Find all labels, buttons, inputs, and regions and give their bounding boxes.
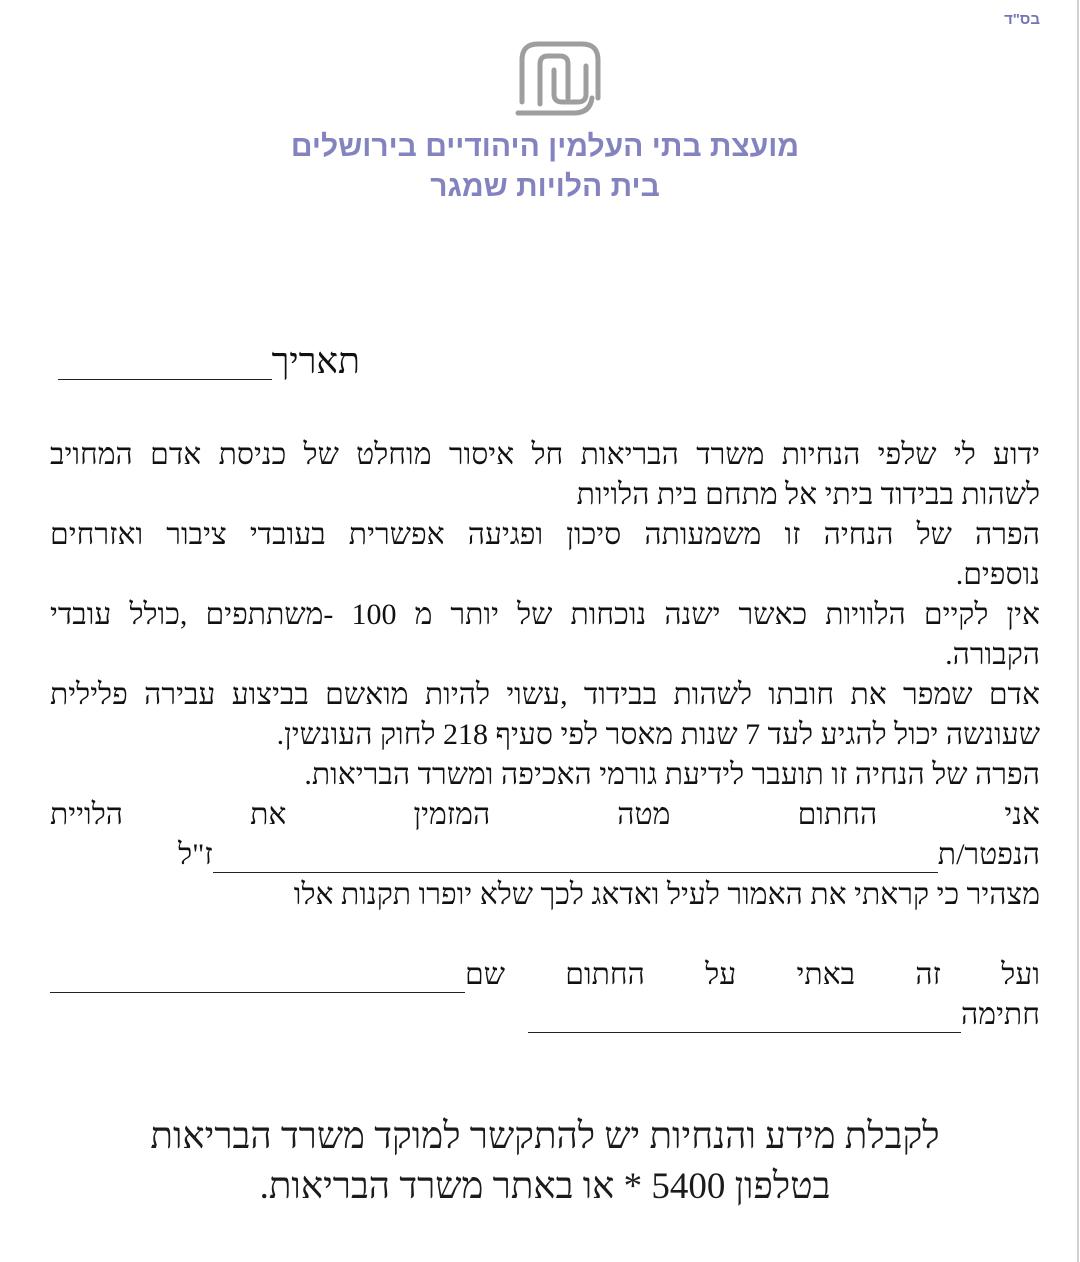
footer-info-line: לקבלת מידע והנחיות יש להתקשר למוקד משרד הבריאות — [150, 1116, 940, 1157]
declaration-line: לשהות בבידוד ביתי אל מתחם בית הלויות — [576, 478, 1040, 511]
bsd-mark: בס"ד — [1004, 11, 1040, 28]
date-label: תאריך — [271, 341, 360, 381]
facility-title: בית הלויות שמגר — [430, 170, 660, 203]
deceased-honorific: ז"ל — [178, 838, 213, 871]
declaration-line: אדם שמפר את חובתו לשהות בבידוד ,עשוי להיות מואשם בביצוע עבירה פלילית — [50, 678, 1040, 711]
signer-name-blank-line — [50, 955, 465, 993]
signed-name-row — [50, 955, 1040, 995]
footer-notice — [10, 1112, 1080, 1212]
date-field — [58, 338, 360, 384]
blank-spacer — [50, 915, 1040, 955]
declaration-line: נוספים. — [955, 558, 1040, 591]
deceased-name-blank-line — [213, 835, 938, 873]
organization-title: מועצת בתי העלמין היהודיים בירושלים — [290, 130, 800, 163]
date-blank-line — [58, 338, 272, 380]
declaration-line: הפרה של הנחיה זו משמעותה סיכון ופגיעה אפשרית בעובדי ציבור ואזרחים — [50, 518, 1040, 551]
declaration-line: שעונשה יכול להגיע לעד 7 שנות מאסר לפי סעיף 218 לחוק העונשין. — [276, 718, 1040, 751]
signature-label: חתימה — [961, 998, 1040, 1031]
declaration-body — [50, 435, 1040, 1035]
signature-blank-line — [528, 995, 961, 1033]
declaration-line: ידוע לי שלפי הנחיות משרד הבריאות חל איסור מוחלט של כניסת אדם המחויב — [50, 438, 1040, 471]
declaration-line: אני החתום מטה המזמין את הלויית — [50, 798, 1040, 831]
declaration-line: הקבורה. — [945, 638, 1040, 671]
statement-line: מצהיר כי קראתי את האמור לעיל ואדאג לכך שלא יופרו תקנות אלו — [293, 878, 1040, 911]
deceased-name-row — [50, 835, 1040, 875]
declaration-line: הפרה של הנחיה זו תועבר לידיעת גורמי האכיפה ומשרד הבריאות. — [304, 758, 1040, 791]
signed-name-label: ועל זה באתי על החתום שם — [465, 958, 1040, 991]
declaration-line: אין לקיים הלוויות כאשר ישנה נוכחות של יותר מ 100 -משתתפים ,כולל עובדי — [50, 598, 1040, 631]
footer-contact-line: בטלפון 5400 * או באתר משרד הבריאות. — [259, 1166, 831, 1207]
signature-row — [50, 995, 1040, 1035]
deceased-label: הנפטר/ת — [937, 838, 1040, 871]
council-logo-icon — [514, 36, 606, 120]
